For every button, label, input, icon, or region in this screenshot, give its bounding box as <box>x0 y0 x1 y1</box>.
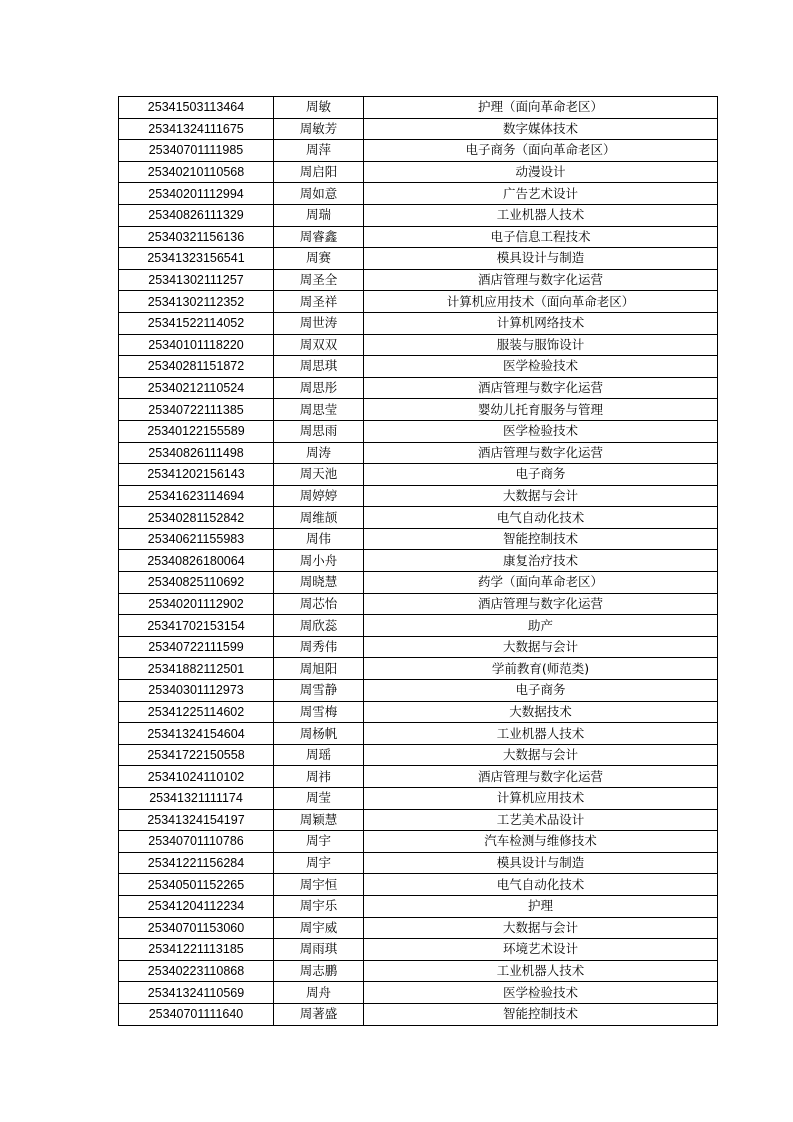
student-name-cell: 周敏 <box>274 97 364 119</box>
major-cell: 大数据与会计 <box>364 485 718 507</box>
candidate-number-cell: 25340701111985 <box>119 140 274 162</box>
candidate-number-cell: 25341302112352 <box>119 291 274 313</box>
student-name-cell: 周欣蕊 <box>274 615 364 637</box>
major-cell: 工艺美术品设计 <box>364 809 718 831</box>
major-cell: 酒店管理与数字化运营 <box>364 442 718 464</box>
table-row <box>119 420 718 442</box>
candidate-number-cell: 25340101118220 <box>119 334 274 356</box>
student-name-cell: 周莹 <box>274 788 364 810</box>
student-name-cell: 周赛 <box>274 248 364 270</box>
table-row <box>119 356 718 378</box>
student-name-cell: 周世涛 <box>274 312 364 334</box>
student-name-cell: 周婷婷 <box>274 485 364 507</box>
student-name-cell: 周圣全 <box>274 269 364 291</box>
candidate-number-cell: 25341702153154 <box>119 615 274 637</box>
table-row <box>119 939 718 961</box>
candidate-number-cell: 25341522114052 <box>119 312 274 334</box>
table-row <box>119 485 718 507</box>
major-cell: 工业机器人技术 <box>364 204 718 226</box>
table-row <box>119 982 718 1004</box>
candidate-number-cell: 25340201112902 <box>119 593 274 615</box>
student-name-cell: 周瑶 <box>274 744 364 766</box>
major-cell: 服装与服饰设计 <box>364 334 718 356</box>
student-name-cell: 周著盛 <box>274 1003 364 1025</box>
table-row <box>119 97 718 119</box>
major-cell: 学前教育(师范类) <box>364 658 718 680</box>
student-name-cell: 周思雨 <box>274 420 364 442</box>
table-row <box>119 658 718 680</box>
student-name-cell: 周启阳 <box>274 161 364 183</box>
major-cell: 电气自动化技术 <box>364 507 718 529</box>
student-name-cell: 周天池 <box>274 464 364 486</box>
candidate-number-cell: 25341324154197 <box>119 809 274 831</box>
table-row <box>119 442 718 464</box>
major-cell: 模具设计与制造 <box>364 852 718 874</box>
student-name-cell: 周宇 <box>274 831 364 853</box>
major-cell: 环境艺术设计 <box>364 939 718 961</box>
candidate-number-cell: 25340301112973 <box>119 680 274 702</box>
candidate-number-cell: 25340826111498 <box>119 442 274 464</box>
major-cell: 酒店管理与数字化运营 <box>364 377 718 399</box>
major-cell: 医学检验技术 <box>364 356 718 378</box>
student-name-cell: 周晓慧 <box>274 572 364 594</box>
major-cell: 计算机应用技术（面向革命老区） <box>364 291 718 313</box>
candidate-number-cell: 25340826111329 <box>119 204 274 226</box>
candidate-number-cell: 25341321111174 <box>119 788 274 810</box>
candidate-number-cell: 25340281152842 <box>119 507 274 529</box>
candidate-number-cell: 25340210110568 <box>119 161 274 183</box>
candidate-number-cell: 25340621155983 <box>119 528 274 550</box>
table-row <box>119 636 718 658</box>
table-row <box>119 140 718 162</box>
table-row <box>119 161 718 183</box>
table-row <box>119 399 718 421</box>
major-cell: 护理 <box>364 895 718 917</box>
student-name-cell: 周如意 <box>274 183 364 205</box>
table-row <box>119 269 718 291</box>
major-cell: 广告艺术设计 <box>364 183 718 205</box>
student-name-cell: 周涛 <box>274 442 364 464</box>
table-row <box>119 917 718 939</box>
candidate-number-cell: 25341204112234 <box>119 895 274 917</box>
student-name-cell: 周思莹 <box>274 399 364 421</box>
candidate-number-cell: 25340722111385 <box>119 399 274 421</box>
candidate-number-cell: 25340826180064 <box>119 550 274 572</box>
major-cell: 酒店管理与数字化运营 <box>364 766 718 788</box>
candidate-number-cell: 25341324111675 <box>119 118 274 140</box>
student-name-cell: 周祎 <box>274 766 364 788</box>
candidate-number-cell: 25340701111640 <box>119 1003 274 1025</box>
student-name-cell: 周雪静 <box>274 680 364 702</box>
candidate-number-cell: 25340701153060 <box>119 917 274 939</box>
candidate-number-cell: 25340281151872 <box>119 356 274 378</box>
student-name-cell: 周圣祥 <box>274 291 364 313</box>
student-name-cell: 周双双 <box>274 334 364 356</box>
table-row <box>119 744 718 766</box>
student-name-cell: 周志鹏 <box>274 960 364 982</box>
student-name-cell: 周宇 <box>274 852 364 874</box>
major-cell: 计算机网络技术 <box>364 312 718 334</box>
candidate-number-cell: 25341722150558 <box>119 744 274 766</box>
candidate-number-cell: 25341221113185 <box>119 939 274 961</box>
table-row <box>119 248 718 270</box>
candidate-number-cell: 25340122155589 <box>119 420 274 442</box>
major-cell: 医学检验技术 <box>364 982 718 1004</box>
student-name-cell: 周雨琪 <box>274 939 364 961</box>
major-cell: 护理（面向革命老区） <box>364 97 718 119</box>
major-cell: 大数据与会计 <box>364 636 718 658</box>
candidate-number-cell: 25340722111599 <box>119 636 274 658</box>
candidate-number-cell: 25341024110102 <box>119 766 274 788</box>
table-row <box>119 723 718 745</box>
candidate-number-cell: 25340223110868 <box>119 960 274 982</box>
student-name-cell: 周芯怡 <box>274 593 364 615</box>
major-cell: 模具设计与制造 <box>364 248 718 270</box>
table-row <box>119 464 718 486</box>
candidate-number-cell: 25340201112994 <box>119 183 274 205</box>
student-name-cell: 周雪梅 <box>274 701 364 723</box>
major-cell: 电气自动化技术 <box>364 874 718 896</box>
student-name-cell: 周宇乐 <box>274 895 364 917</box>
table-row <box>119 615 718 637</box>
student-name-cell: 周杨帆 <box>274 723 364 745</box>
candidate-number-cell: 25341221156284 <box>119 852 274 874</box>
student-name-cell: 周维颉 <box>274 507 364 529</box>
table-row <box>119 831 718 853</box>
table-row <box>119 1003 718 1025</box>
candidate-number-cell: 25341323156541 <box>119 248 274 270</box>
major-cell: 医学检验技术 <box>364 420 718 442</box>
major-cell: 酒店管理与数字化运营 <box>364 593 718 615</box>
student-name-cell: 周颖慧 <box>274 809 364 831</box>
roster-body <box>119 97 718 1026</box>
table-row <box>119 377 718 399</box>
student-name-cell: 周舟 <box>274 982 364 1004</box>
table-row <box>119 204 718 226</box>
major-cell: 工业机器人技术 <box>364 960 718 982</box>
major-cell: 助产 <box>364 615 718 637</box>
student-name-cell: 周小舟 <box>274 550 364 572</box>
major-cell: 计算机应用技术 <box>364 788 718 810</box>
table-row <box>119 550 718 572</box>
major-cell: 动漫设计 <box>364 161 718 183</box>
table-row <box>119 593 718 615</box>
major-cell: 智能控制技术 <box>364 528 718 550</box>
major-cell: 大数据与会计 <box>364 744 718 766</box>
table-row <box>119 788 718 810</box>
table-row <box>119 895 718 917</box>
major-cell: 电子商务 <box>364 680 718 702</box>
candidate-number-cell: 25340501152265 <box>119 874 274 896</box>
major-cell: 康复治疗技术 <box>364 550 718 572</box>
major-cell: 酒店管理与数字化运营 <box>364 269 718 291</box>
candidate-number-cell: 25340825110692 <box>119 572 274 594</box>
candidate-number-cell: 25341503113464 <box>119 97 274 119</box>
table-row <box>119 680 718 702</box>
table-row <box>119 766 718 788</box>
table-row <box>119 183 718 205</box>
student-name-cell: 周睿鑫 <box>274 226 364 248</box>
student-name-cell: 周宇威 <box>274 917 364 939</box>
admission-roster-table <box>118 96 718 1026</box>
major-cell: 药学（面向革命老区） <box>364 572 718 594</box>
major-cell: 数字媒体技术 <box>364 118 718 140</box>
major-cell: 婴幼儿托育服务与管理 <box>364 399 718 421</box>
table-row <box>119 528 718 550</box>
candidate-number-cell: 25341882112501 <box>119 658 274 680</box>
table-row <box>119 334 718 356</box>
student-name-cell: 周瑞 <box>274 204 364 226</box>
table-row <box>119 809 718 831</box>
major-cell: 电子商务 <box>364 464 718 486</box>
candidate-number-cell: 25341302111257 <box>119 269 274 291</box>
table-row <box>119 874 718 896</box>
table-row <box>119 572 718 594</box>
table-row <box>119 507 718 529</box>
candidate-number-cell: 25341225114602 <box>119 701 274 723</box>
candidate-number-cell: 25341623114694 <box>119 485 274 507</box>
table-row <box>119 118 718 140</box>
major-cell: 智能控制技术 <box>364 1003 718 1025</box>
table-row <box>119 312 718 334</box>
table-row <box>119 852 718 874</box>
major-cell: 工业机器人技术 <box>364 723 718 745</box>
table-row <box>119 701 718 723</box>
candidate-number-cell: 25340321156136 <box>119 226 274 248</box>
student-name-cell: 周萍 <box>274 140 364 162</box>
student-name-cell: 周宇恒 <box>274 874 364 896</box>
candidate-number-cell: 25340701110786 <box>119 831 274 853</box>
student-name-cell: 周思琪 <box>274 356 364 378</box>
candidate-number-cell: 25340212110524 <box>119 377 274 399</box>
student-name-cell: 周旭阳 <box>274 658 364 680</box>
table-row <box>119 291 718 313</box>
major-cell: 大数据与会计 <box>364 917 718 939</box>
candidate-number-cell: 25341324154604 <box>119 723 274 745</box>
major-cell: 电子商务（面向革命老区） <box>364 140 718 162</box>
student-name-cell: 周敏芳 <box>274 118 364 140</box>
student-name-cell: 周思彤 <box>274 377 364 399</box>
major-cell: 大数据技术 <box>364 701 718 723</box>
candidate-number-cell: 25341202156143 <box>119 464 274 486</box>
candidate-number-cell: 25341324110569 <box>119 982 274 1004</box>
table-row <box>119 960 718 982</box>
major-cell: 汽车检测与维修技术 <box>364 831 718 853</box>
table-row <box>119 226 718 248</box>
major-cell: 电子信息工程技术 <box>364 226 718 248</box>
student-name-cell: 周秀伟 <box>274 636 364 658</box>
student-name-cell: 周伟 <box>274 528 364 550</box>
